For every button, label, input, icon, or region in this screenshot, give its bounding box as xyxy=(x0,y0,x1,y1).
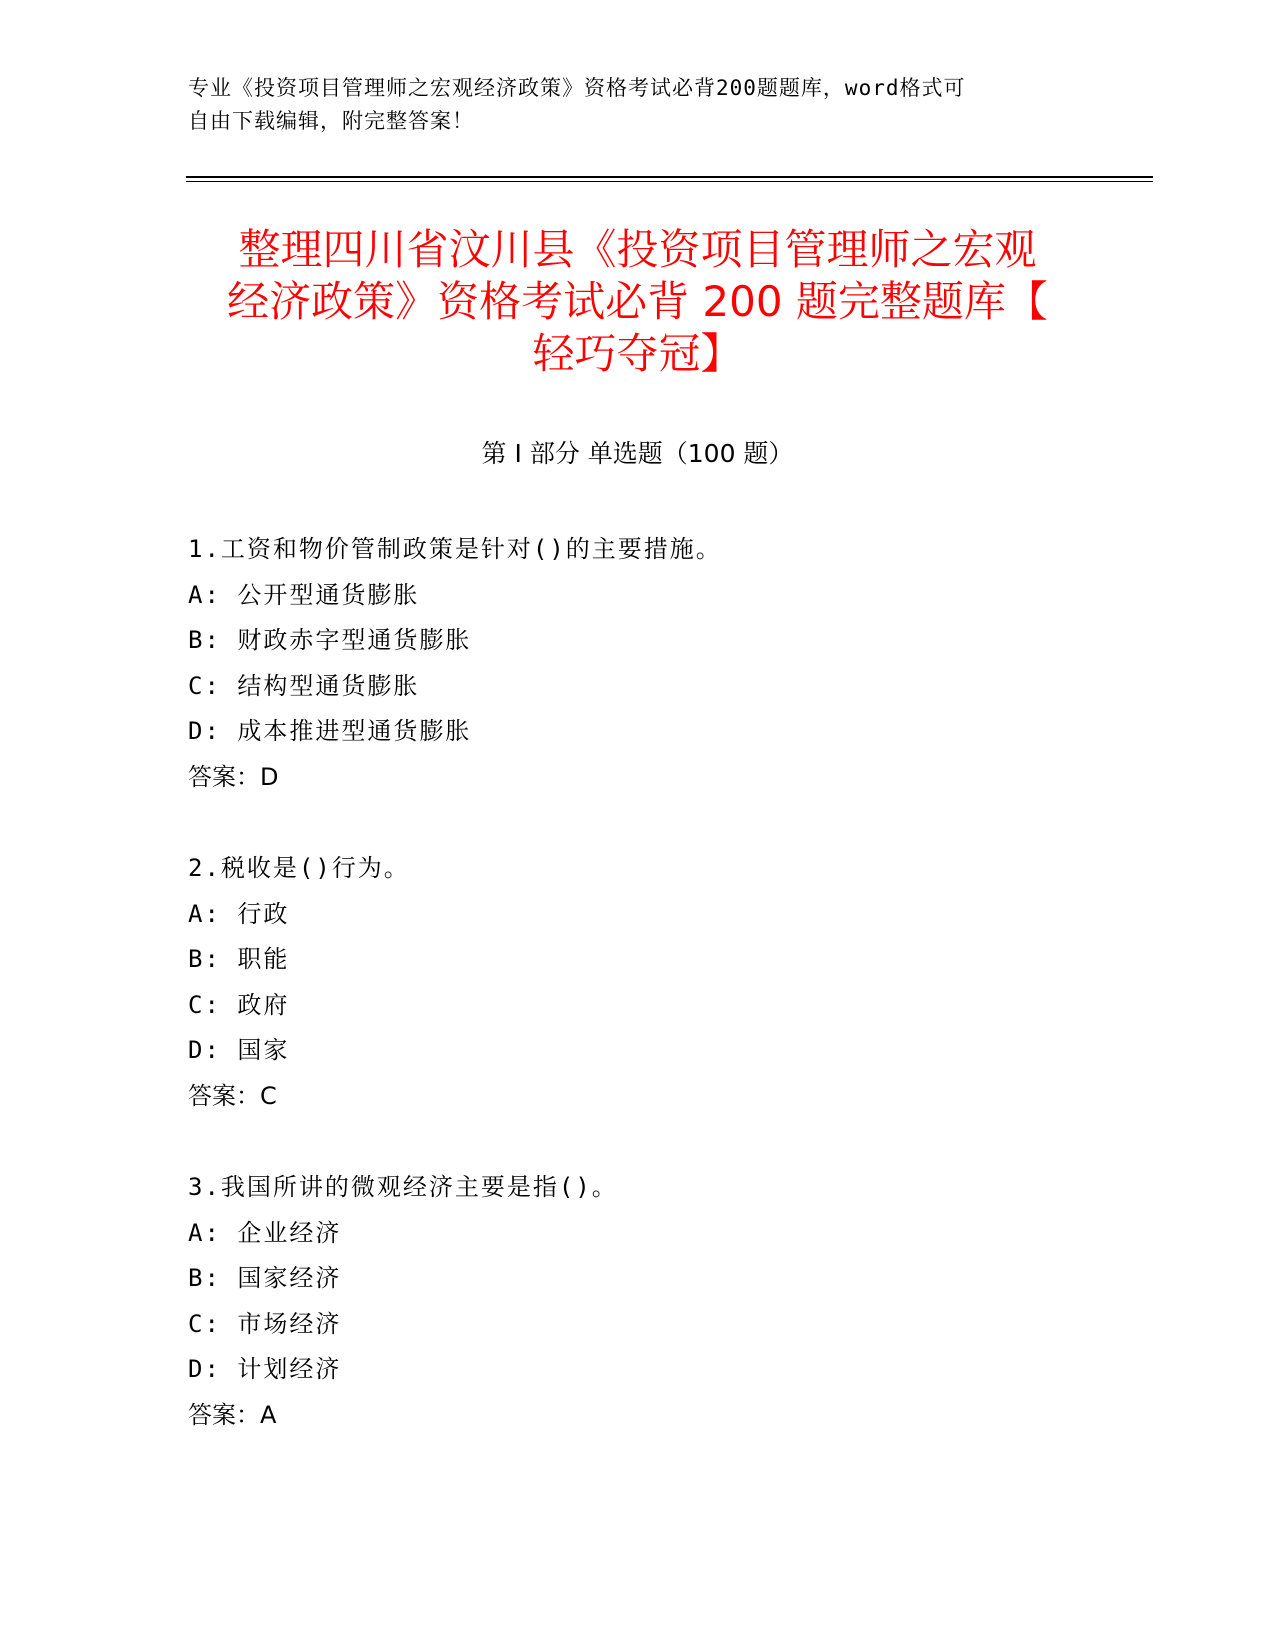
title-line-1: 整理四川省汶川县《投资项目管理师之宏观 xyxy=(238,225,1037,274)
header-note-line-1: 专业《投资项目管理师之宏观经济政策》资格考试必背200题题库，word格式可 xyxy=(188,76,966,100)
question-stem: 1.工资和物价管制政策是针对()的主要措施。 xyxy=(188,535,722,563)
question-stem: 2.税收是()行为。 xyxy=(188,854,410,882)
question-block xyxy=(188,1165,1088,1438)
option-d: D: 计划经济 xyxy=(188,1355,342,1383)
question-stem: 3.我国所讲的微观经济主要是指()。 xyxy=(188,1173,618,1201)
option-a: A: 公开型通货膨胀 xyxy=(188,580,420,609)
question-block xyxy=(188,846,1088,1119)
option-b: B: 国家经济 xyxy=(188,1264,342,1292)
header-divider-thin xyxy=(186,181,1153,182)
title-line-3: 轻巧夺冠】 xyxy=(532,329,743,378)
answer-line: 答案：C xyxy=(188,1081,277,1110)
option-a: A: 行政 xyxy=(188,899,290,928)
option-c: C: 政府 xyxy=(188,990,290,1019)
option-b: B: 财政赤字型通货膨胀 xyxy=(188,626,472,654)
answer-line: 答案：D xyxy=(188,762,279,791)
header-note-line-2: 自由下载编辑，附完整答案！ xyxy=(188,109,474,133)
answer-line: 答案：A xyxy=(188,1400,277,1429)
option-a: A: 企业经济 xyxy=(188,1218,342,1247)
option-b: B: 职能 xyxy=(188,945,290,973)
option-d: D: 成本推进型通货膨胀 xyxy=(188,717,472,745)
header-divider-thick xyxy=(186,176,1153,178)
question-block xyxy=(188,527,1088,800)
header-note xyxy=(188,72,1068,138)
section-heading: 第 I 部分 单选题（100 题） xyxy=(481,439,794,468)
document-title xyxy=(180,224,1095,380)
title-line-2: 经济政策》资格考试必背 200 题完整题库【 xyxy=(227,277,1048,326)
option-d: D: 国家 xyxy=(188,1036,290,1064)
option-c: C: 结构型通货膨胀 xyxy=(188,671,420,700)
option-c: C: 市场经济 xyxy=(188,1309,342,1338)
